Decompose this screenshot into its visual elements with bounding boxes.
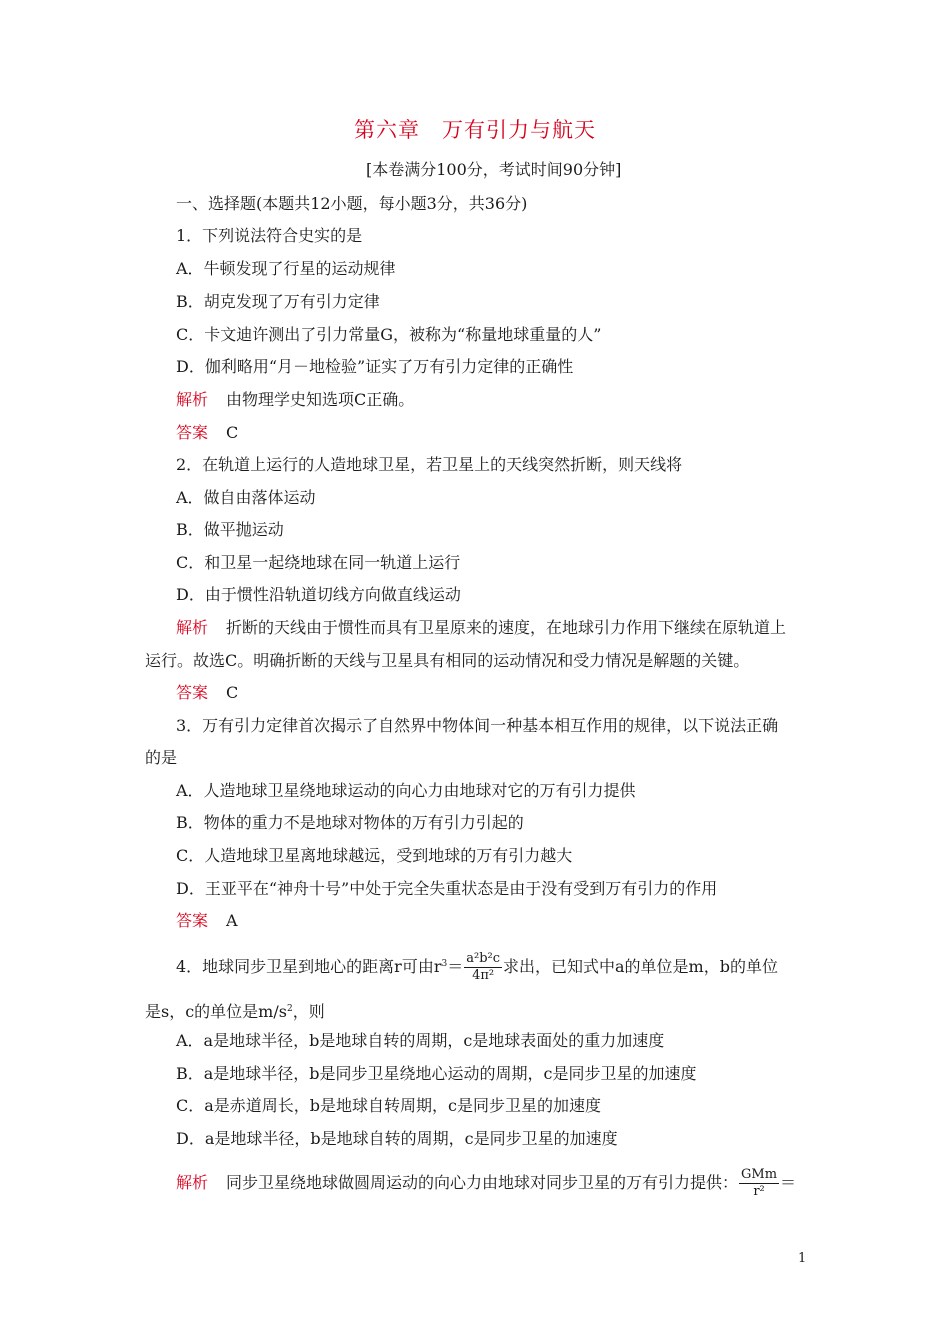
fraction-numerator: a²b²c bbox=[466, 951, 501, 966]
q4-explanation-fraction bbox=[739, 1167, 779, 1200]
q1-option-a: A．牛顿发现了行星的运动规律 bbox=[176, 259, 396, 278]
q4-stem-text: 4．地球同步卫星到地心的距离r可由r bbox=[176, 957, 442, 976]
answer-value: A bbox=[226, 911, 238, 930]
q1-option-d: D．伽利略用“月－地检验”证实了万有引力定律的正确性 bbox=[176, 357, 574, 376]
q2-option-b: B．做平抛运动 bbox=[176, 520, 284, 539]
q1-answer bbox=[176, 423, 238, 443]
q2-explanation bbox=[176, 618, 786, 638]
q2-option-a: A．做自由落体运动 bbox=[176, 488, 316, 507]
q4-fraction bbox=[464, 951, 502, 984]
answer-label: 答案 bbox=[176, 423, 209, 442]
q4-stem-cont-text: 是s，c的单位是m/s bbox=[145, 1002, 287, 1021]
explanation-text: 由物理学史知选项C正确。 bbox=[226, 390, 415, 409]
explanation-label: 解析 bbox=[176, 390, 209, 409]
q4-explanation bbox=[176, 1163, 796, 1203]
q4-equals: ＝ bbox=[447, 957, 464, 976]
answer-value: C bbox=[226, 683, 239, 702]
q4-option-d: D．a是地球半径，b是地球自转的周期，c是同步卫星的加速度 bbox=[176, 1129, 618, 1148]
page-number: 1 bbox=[798, 1251, 807, 1266]
q1-stem: 1．下列说法符合史实的是 bbox=[176, 226, 363, 245]
section-heading: 一、选择题(本题共12小题，每小题3分，共36分) bbox=[176, 194, 528, 213]
q3-stem: 3．万有引力定律首次揭示了自然界中物体间一种基本相互作用的规律，以下说法正确 bbox=[176, 716, 779, 735]
q3-answer bbox=[176, 911, 238, 931]
fraction-denominator: 4π² bbox=[472, 968, 495, 983]
q4-stem-cont bbox=[145, 999, 325, 1022]
q1-option-c: C．卡文迪许测出了引力常量G，被称为“称量地球重量的人” bbox=[176, 325, 602, 344]
explanation-text: 同步卫星绕地球做圆周运动的向心力由地球对同步卫星的万有引力提供： bbox=[226, 1173, 739, 1192]
q3-option-d: D．王亚平在“神舟十号”中处于完全失重状态是由于没有受到万有引力的作用 bbox=[176, 879, 718, 898]
q2-stem: 2．在轨道上运行的人造地球卫星，若卫星上的天线突然折断，则天线将 bbox=[176, 455, 683, 474]
q2-answer bbox=[176, 683, 238, 703]
answer-label: 答案 bbox=[176, 911, 209, 930]
q3-option-b: B．物体的重力不是地球对物体的万有引力引起的 bbox=[176, 813, 524, 832]
q4-stem-cont-post: ，则 bbox=[292, 1002, 325, 1021]
q4-stem-text-post: 求出，已知式中a的单位是m，b的单位 bbox=[503, 957, 778, 976]
q2-option-d: D．由于惯性沿轨道切线方向做直线运动 bbox=[176, 585, 461, 604]
q4-option-c: C．a是赤道周长，b是地球自转周期，c是同步卫星的加速度 bbox=[176, 1096, 601, 1115]
q2-explanation-cont: 运行。故选C。明确折断的天线与卫星具有相同的运动情况和受力情况是解题的关键。 bbox=[145, 651, 750, 670]
fraction-numerator: GMm bbox=[741, 1167, 778, 1182]
q4-option-a: A．a是地球半径，b是地球自转的周期，c是地球表面处的重力加速度 bbox=[176, 1031, 665, 1050]
exam-info: [本卷满分100分，考试时间90分钟] bbox=[366, 160, 622, 179]
q4-stem bbox=[176, 944, 778, 987]
q3-stem-cont: 的是 bbox=[145, 748, 178, 767]
explanation-label: 解析 bbox=[176, 618, 209, 637]
answer-value: C bbox=[226, 423, 239, 442]
chapter-title: 第六章 万有引力与航天 bbox=[354, 118, 596, 142]
explanation-text: 折断的天线由于惯性而具有卫星原来的速度，在地球引力作用下继续在原轨道上 bbox=[226, 618, 787, 637]
q1-explanation bbox=[176, 390, 414, 410]
q4-stem-cont-exponent: 2 bbox=[286, 1004, 293, 1014]
q3-option-c: C．人造地球卫星离地球越远，受到地球的万有引力越大 bbox=[176, 846, 573, 865]
answer-label: 答案 bbox=[176, 683, 209, 702]
q4-stem-exponent: 3 bbox=[441, 959, 448, 969]
q3-option-a: A．人造地球卫星绕地球运动的向心力由地球对它的万有引力提供 bbox=[176, 781, 636, 800]
explanation-label: 解析 bbox=[176, 1173, 209, 1192]
q4-option-b: B．a是地球半径，b是同步卫星绕地心运动的周期，c是同步卫星的加速度 bbox=[176, 1064, 697, 1083]
q1-option-b: B．胡克发现了万有引力定律 bbox=[176, 292, 380, 311]
q2-option-c: C．和卫星一起绕地球在同一轨道上运行 bbox=[176, 553, 461, 572]
q4-explanation-equals: ＝ bbox=[780, 1173, 797, 1192]
fraction-denominator: r² bbox=[753, 1184, 765, 1199]
